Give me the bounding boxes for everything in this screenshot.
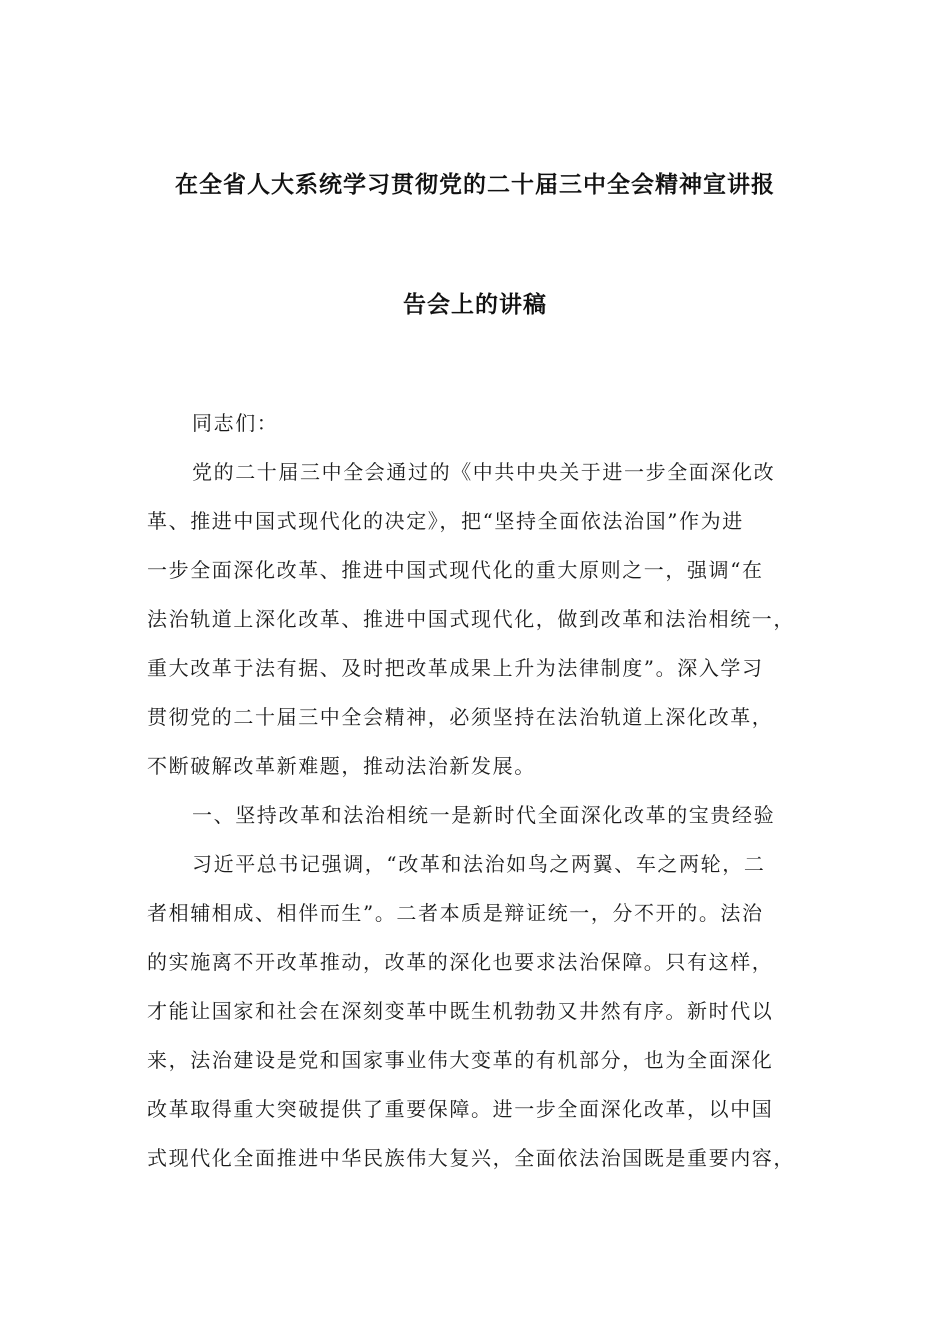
paragraph-1-line-3: 一步全面深化改革、推进中国式现代化的重大原则之一，强调“在 bbox=[147, 558, 764, 582]
paragraph-1-line-7: 不断破解改革新难题，推动法治新发展。 bbox=[147, 754, 536, 778]
paragraph-1-line-2: 革、推进中国式现代化的决定》，把“坚持全面依法治国”作为进 bbox=[147, 509, 744, 533]
paragraph-2-line-4: 才能让国家和社会在深刻变革中既生机勃勃又井然有序。新时代以 bbox=[147, 999, 774, 1023]
paragraph-2-line-6: 改革取得重大突破提供了重要保障。进一步全面深化改革，以中国 bbox=[147, 1097, 774, 1121]
paragraph-2-line-1: 习近平总书记强调，“改革和法治如鸟之两翼、车之两轮，二 bbox=[192, 852, 766, 876]
salutation: 同志们： bbox=[192, 411, 279, 435]
document-title-line-2: 告会上的讲稿 bbox=[403, 292, 547, 318]
section-heading-1: 一、坚持改革和法治相统一是新时代全面深化改革的宝贵经验 bbox=[192, 803, 776, 827]
paragraph-2-line-7: 式现代化全面推进中华民族伟大复兴，全面依法治国既是重要内容， bbox=[147, 1146, 795, 1170]
paragraph-1-line-4: 法治轨道上深化改革、推进中国式现代化，做到改革和法治相统一， bbox=[147, 607, 795, 631]
paragraph-1-line-6: 贯彻党的二十届三中全会精神，必须坚持在法治轨道上深化改革， bbox=[147, 705, 774, 729]
paragraph-1-line-1: 党的二十届三中全会通过的《中共中央关于进一步全面深化改 bbox=[192, 460, 776, 484]
paragraph-2-line-2: 者相辅相成、相伴而生”。二者本质是辩证统一，分不开的。法治 bbox=[147, 901, 764, 925]
paragraph-2-line-3: 的实施离不开改革推动，改革的深化也要求法治保障。只有这样， bbox=[147, 950, 774, 974]
paragraph-2-line-5: 来，法治建设是党和国家事业伟大变革的有机部分，也为全面深化 bbox=[147, 1048, 774, 1072]
document-title-line-1: 在全省人大系统学习贯彻党的二十届三中全会精神宣讲报 bbox=[175, 172, 775, 198]
paragraph-1-line-5: 重大改革于法有据、及时把改革成果上升为法律制度”。深入学习 bbox=[147, 656, 764, 680]
